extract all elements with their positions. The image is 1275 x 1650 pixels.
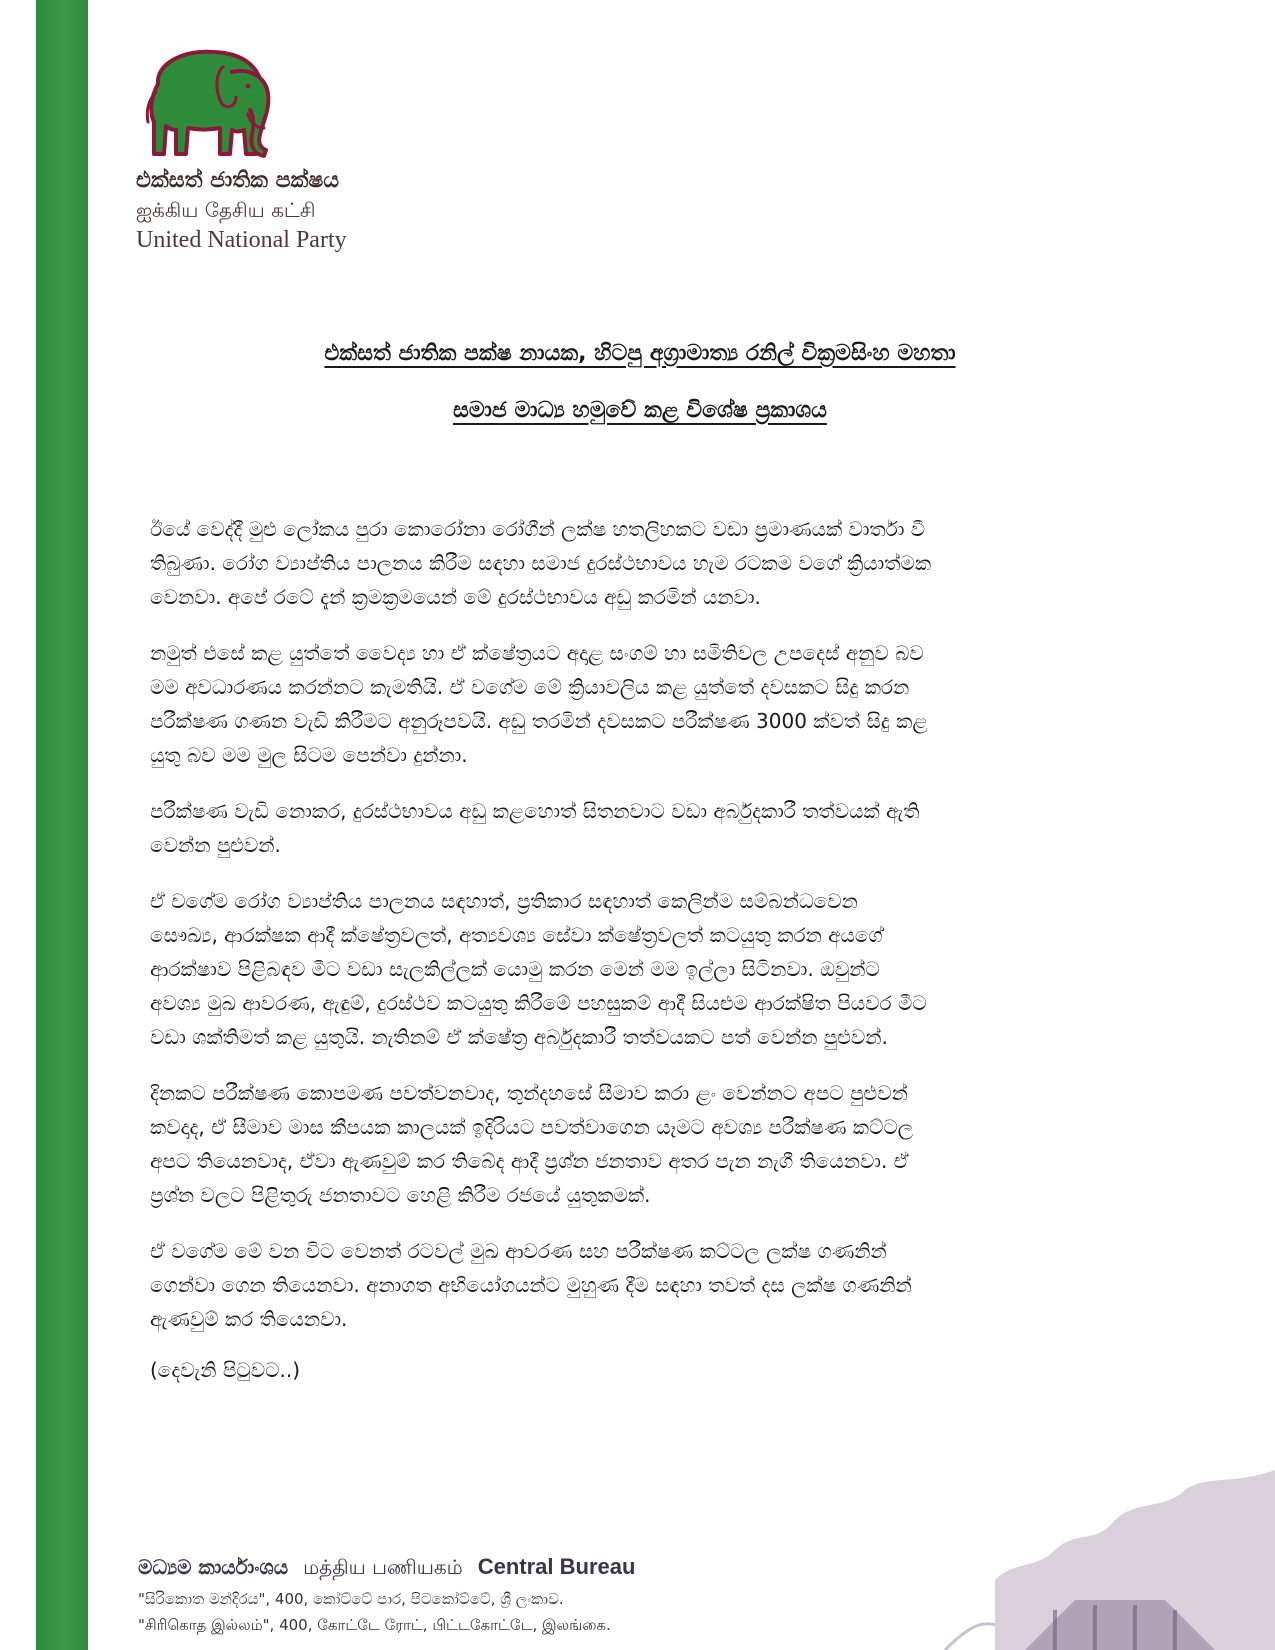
paragraph-2: නමුත් එසේ කළ යුත්තේ වෛද්‍ය හා ඒ ක්ෂේත්‍රයට අදාළ සංගම් හා සමිතිවල උපදෙස් අනුව බව මම අවධාරණය කරන්නට කැමතියි. ඒ වගේම මේ ක්‍රියාවලිය කළ යුත්තේ දවසකට සිදු කරන පරීක්ෂණ ගණන වැඩි කිරීමට අනුරූපවයි. අඩු තරමින් දවසකට පරීක්ෂණ 3000 ක්වත් සිදු කළ යුතු බව මම මුල සිටම පෙන්වා දුන්නා. (150, 641, 928, 767)
party-name-sinhala: එක්සත් ජාතික පක්ෂය (136, 168, 340, 193)
bureau-tamil: மத்திய பணியகம் (303, 1555, 463, 1579)
party-name-tamil: ஐக்கிய தேசிய கட்சி (136, 198, 316, 223)
footer (138, 1554, 1275, 1650)
bureau-english: Central Bureau (477, 1554, 636, 1579)
document-body (150, 512, 1130, 1402)
footer-building-graphic-icon (695, 1450, 1275, 1650)
paragraph-3: පරීක්ෂණ වැඩි නොකර, දුරස්ථභාවය අඩු කළහොත් සිතනවාට වඩා අර්බුදකාරී තත්වයක් ඇති වෙන්න පුළුවන්. (150, 799, 920, 857)
paragraph-1: ඊයේ වෙද්දී මුළු ලෝකය පුරා කොරෝනා රෝගීන් ලක්ෂ හතලිහකට වඩා ප්‍රමාණයක් වාර්තා වී තිබුණා. රෝග ව්‍යාප්තිය පාලනය කිරීම සඳහා සමාජ දුරස්ථභාවය හැම රටකම වගේ ක්‍රියාත්මක වෙනවා. අපේ රටේ දැන් ක්‍රමක්‍රමයෙන් මේ දුරස්ථභාවය අඩු කරමින් යනවා. (150, 517, 932, 609)
address-tamil: "சிரிகொத இல்லம்", 400, கோட்டே ரோட், பிட்டகோட்டே, இலங்கை. (138, 1616, 611, 1634)
letterhead (136, 42, 496, 255)
continued-note: (දෙවැනි පිටුවට..) (150, 1358, 301, 1382)
paragraph-5: දිනකට පරීක්ෂණ කොපමණ පවත්වනවාද, තුන්දහසේ සීමාව කරා ළං වෙන්නට අපට පුළුවන් කවදාද, ඒ සීමාව මාස කීපයක කාලයක් ඉදිරියට පවත්වාගෙන යෑමට අවශ්‍ය පරීක්ෂණ කට්ටල අපට තියෙනවාද, ඒවා ඇණවුම් කර තිබේද ආදී ප්‍රශ්න ජනතාව අතර පැන නැගී තියෙනවා. ඒ ප්‍රශ්න වලට පිළිතුරු ජනතාවට හෙළි කිරීම රජයේ යුතුකමක්. (150, 1081, 914, 1207)
address-sinhala: "සිරිකොත මන්දිරය", 400, කෝට්ටේ පාර, පිටකෝට්ටේ, ශ්‍රී ලංකාව. (138, 1590, 564, 1608)
side-green-bar (36, 0, 88, 1650)
elephant-logo-icon (136, 42, 276, 160)
bureau-sinhala: මධ්‍යම කාර්යාංශය (138, 1555, 289, 1579)
title-line-2: සමාජ මාධ්‍ය හමුවේ කළ විශේෂ ප්‍රකාශය (453, 397, 827, 423)
paragraph-6: ඒ වගේම මේ වන විට වෙනත් රටවල් මුඛ ආවරණ සහ පරීක්ෂණ කට්ටල ලක්ෂ ගණනින් ගෙන්වා ගෙන තියෙනවා. අනාගත අභියෝගයන්ට මුහුණ දීම සඳහා තවත් දස ලක්ෂ ගණනින් ඇණවුම් කර තියෙනවා. (150, 1239, 912, 1331)
party-name-english: United National Party (136, 227, 347, 254)
title-line-1: එක්සත් ජාතික පක්ෂ නායක, හිටපු අග්‍රාමාත්‍ය රනිල් වික්‍රමසිංහ මහතා (324, 341, 956, 366)
document-title (150, 340, 1130, 425)
paragraph-4: ඒ වගේම රෝග ව්‍යාප්තිය පාලනය සඳහාත්, ප්‍රතිකාර සඳහාත් කෙලින්ම සම්බන්ධවෙන සෞඛ්‍ය, ආරක්ෂක ආදී ක්ෂේත්‍රවලත්, අත්‍යවශ්‍ය සේවා ක්ෂේත්‍රවලත් කටයුතු කරන අයගේ ආරක්ෂාව පිළිබඳව මීට වඩා සැලකිල්ලක් යොමු කරන මෙන් මම ඉල්ලා සිටිනවා. ඔවුන්ට අවශ්‍ය මුඛ ආවරණ, ඇඳුම්, දුරස්ථව කටයුතු කිරීමේ පහසුකම් ආදී සියළුම ආරක්ෂිත පියවර මීට වඩා ශක්තිමත් කළ යුතුයි. නැතිනම් ඒ ක්ෂේත්‍ර අර්බුදකාරී තත්වයකට පත් වෙන්න පුළුවන්. (150, 889, 927, 1049)
